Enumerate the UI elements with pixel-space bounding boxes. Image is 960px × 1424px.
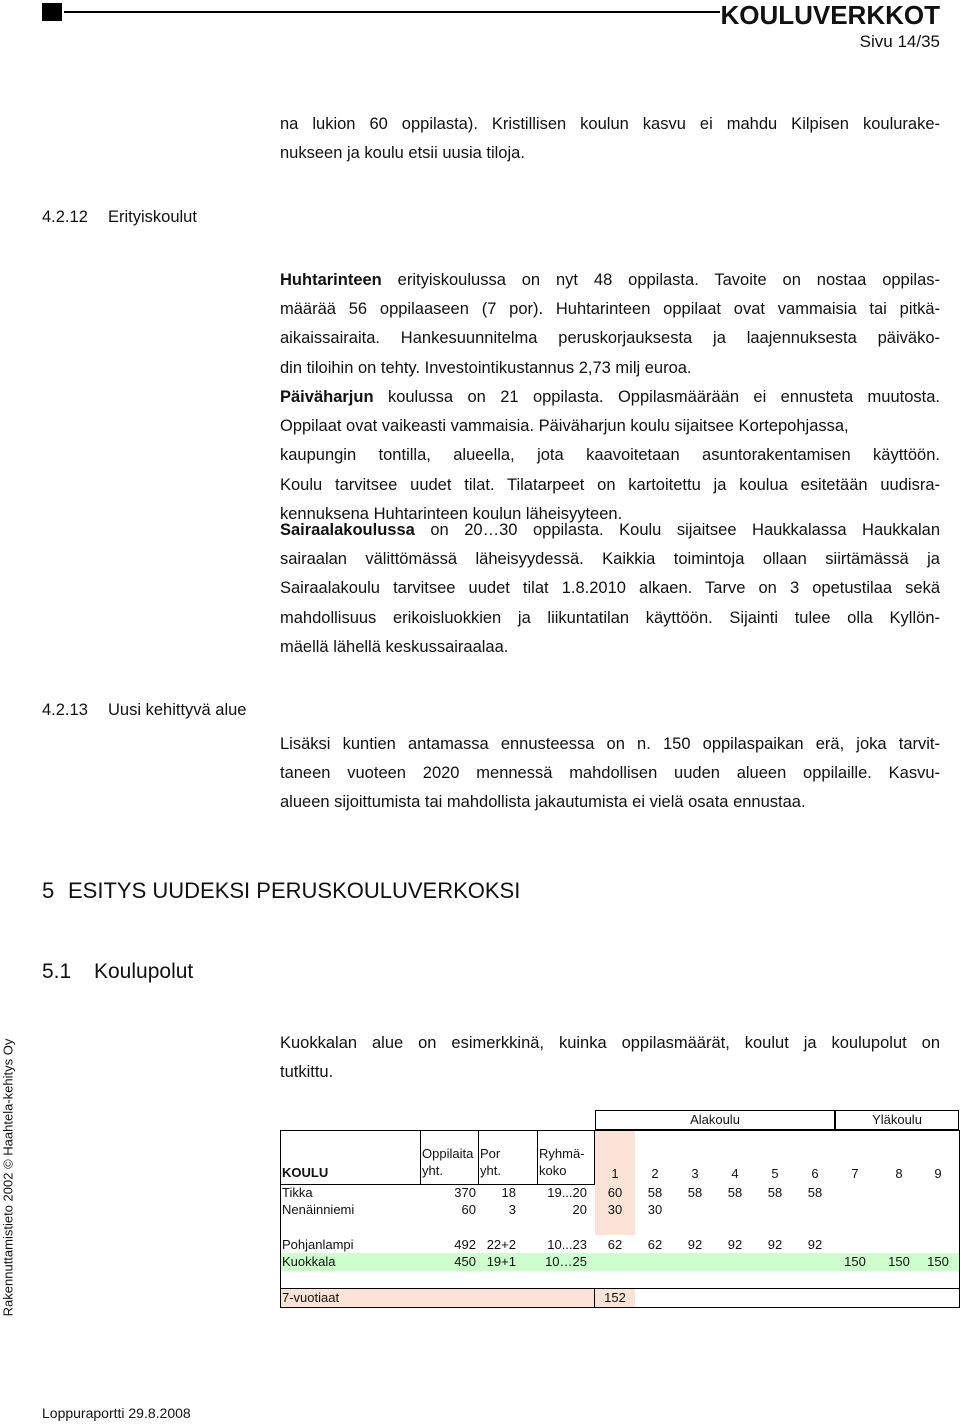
col-sep-2	[478, 1130, 479, 1185]
col-por-2: yht.	[480, 1163, 501, 1178]
row-nenainniemi-g2: 30	[647, 1202, 663, 1217]
paragraph-kuokkala-intro: Kuokkalan alue on esimerkkinä, kuinka oppilasmäärät, koulut ja koulupolut on tutkittu.	[280, 1034, 940, 1082]
row-pohjanlampi-g4: 92	[727, 1237, 743, 1252]
seven-label: 7-vuotiaat	[282, 1290, 340, 1305]
paragraph-sairaalakoulu: Sairaalakoulussa on 20…30 oppilasta. Koulu sijaitsee Haukkalassa Haukkalan sairaalan välittömässä läheisyydessä. Kaikkia toimintoja ollaan siirtämässä ja Sairaalakoulu tarvitsee uudet tilat 1.8.2010 alkaen. Tarve on 3 opetustilaa sekä mahdollisuus erikoisluokkien ja liikuntatilan käyttöön. Sijainti tulee olla Kyllön- mäellä lähellä keskussairaalaa.	[280, 521, 940, 656]
col-oppilaita-2: yht.	[422, 1163, 443, 1178]
row-pohjanlampi-g1: 62	[607, 1237, 623, 1252]
grade-7: 7	[851, 1166, 859, 1181]
header-ylakoulu: Yläkoulu	[835, 1110, 959, 1130]
row-tikka-por: 18	[501, 1185, 516, 1200]
row-tikka-g5: 58	[767, 1185, 783, 1200]
col-por-1: Por	[480, 1146, 501, 1161]
row-pohjanlampi-g3: 92	[687, 1237, 703, 1252]
row-tikka-name: Tikka	[282, 1185, 313, 1200]
chapter-heading-5: 5 ESITYS UUDEKSI PERUSKOULUVERKOKSI	[42, 878, 521, 903]
row-tikka-ryhma: 19...20	[547, 1185, 587, 1200]
row-nenainniemi-g1: 30	[607, 1202, 623, 1217]
row-tikka-g1: 60	[607, 1185, 623, 1200]
row-tikka-g3: 58	[687, 1185, 703, 1200]
section-heading-4-2-13: 4.2.13 Uusi kehittyvä alue	[42, 701, 247, 719]
col-koulu: KOULU	[282, 1165, 329, 1180]
row-kuokkala-name: Kuokkala	[282, 1254, 336, 1269]
page-number: Sivu 14/35	[859, 32, 940, 51]
seven-row-rule	[280, 1288, 960, 1289]
row-kuokkala-g9: 150	[927, 1254, 949, 1269]
row-pohjanlampi-opp: 492	[454, 1237, 476, 1252]
row-nenainniemi-por: 3	[508, 1202, 516, 1217]
grade-2: 2	[651, 1166, 659, 1181]
col-sep-1	[420, 1130, 421, 1185]
col-oppilaita-1: Oppilaita	[422, 1146, 474, 1161]
row-pohjanlampi-g5: 92	[767, 1237, 783, 1252]
grade-5: 5	[771, 1166, 779, 1181]
paragraph-huhtarinne: Huhtarinteen erityiskoulussa on nyt 48 oppilasta. Tavoite on nostaa oppilas- määrää 56 oppilaaseen (7 por). Huhtarinteen oppilaat ovat vammaisia tai pitkä- aikaissairaita. Hankesuunnitelma peruskorjauksesta ja laajennuksesta päiväko- din tiloihin on tehty. Investointikustannus 2,73 milj euroa.	[280, 271, 940, 377]
row-nenainniemi-name: Nenäinniemi	[282, 1202, 355, 1217]
peach-column-bg	[595, 1130, 635, 1235]
row-pohjanlampi-por: 22+2	[486, 1237, 516, 1252]
grade-4: 4	[731, 1166, 739, 1181]
side-copyright: Rakennuttamistieto 2002 © Haahtela-kehitys Oy	[0, 1038, 16, 1317]
grade-3: 3	[691, 1166, 699, 1181]
paragraph-kristillinen: na lukion 60 oppilasta). Kristillisen koulun kasvu ei mahdu Kilpisen koulurake- nukseen ja koulu etsii uusia tiloja.	[280, 115, 940, 163]
paragraph-uusi-alue: Lisäksi kuntien antamassa ennusteessa on n. 150 oppilaspaikan erä, joka tarvit- taneen vuoteen 2020 mennessä mahdollisen uuden alueen oppilaille. Kasvu- alueen sijoittumista tai mahdollista jakautumista ei vielä osata ennustaa.	[280, 735, 940, 812]
row-pohjanlampi-g2: 62	[647, 1237, 663, 1252]
header-rule	[64, 11, 720, 13]
document-title: KOULUVERKKOT	[720, 0, 940, 30]
paragraph-paivaharju: Päiväharjun koulussa on 21 oppilasta. Oppilasmäärään ei ennusteta muutosta. Oppilaat ovat vaikeasti vammaisia. Päiväharjun koulu sijaitsee Kortepohjassa, kaupungin tontilla, alueella, jota kaavoitetaan asuntorakentamisen käyttöön. Koulu tarvitsee uudet tilat. Tilatarpeet on kartoitettu ja koulua esitetään uudisra- kennuksena Huhtarinteen koulun läheisyyteen.	[280, 388, 940, 523]
col-sep-4	[594, 1130, 595, 1185]
row-kuokkala-ryhma: 10…25	[545, 1254, 587, 1269]
col-ryhma-1: Ryhmä-	[539, 1146, 585, 1161]
col-sep-3	[537, 1130, 538, 1185]
row-kuokkala-por: 19+1	[486, 1254, 516, 1269]
row-pohjanlampi-name: Pohjanlampi	[282, 1237, 354, 1252]
row-tikka-g6: 58	[807, 1185, 823, 1200]
row-pohjanlampi-g6: 92	[807, 1237, 823, 1252]
section-heading-5-1: 5.1 Koulupolut	[42, 960, 194, 983]
header-square-mark	[42, 3, 62, 21]
col-ryhma-2: koko	[539, 1163, 567, 1178]
row-tikka-opp: 370	[454, 1185, 476, 1200]
row-tikka-g2: 58	[647, 1185, 663, 1200]
grade-9: 9	[934, 1166, 942, 1181]
row-nenainniemi-ryhma: 20	[572, 1202, 587, 1217]
row-tikka-g4: 58	[727, 1185, 743, 1200]
grade-1: 1	[611, 1166, 619, 1181]
footer-report-date: Loppuraportti 29.8.2008	[42, 1405, 191, 1421]
grade-8: 8	[895, 1166, 903, 1181]
header-alakoulu: Alakoulu	[595, 1110, 835, 1130]
row-kuokkala-opp: 450	[454, 1254, 476, 1269]
school-table	[280, 1110, 960, 1308]
row-kuokkala-g7: 150	[844, 1254, 866, 1269]
seven-value: 152	[604, 1290, 626, 1305]
section-heading-4-2-12: 4.2.12 Erityiskoulut	[42, 208, 197, 226]
row-kuokkala-g8: 150	[888, 1254, 910, 1269]
row-nenainniemi-opp: 60	[461, 1202, 476, 1217]
col-sep-5	[594, 1288, 595, 1308]
grade-6: 6	[811, 1166, 819, 1181]
row-pohjanlampi-ryhma: 10...23	[547, 1237, 587, 1252]
